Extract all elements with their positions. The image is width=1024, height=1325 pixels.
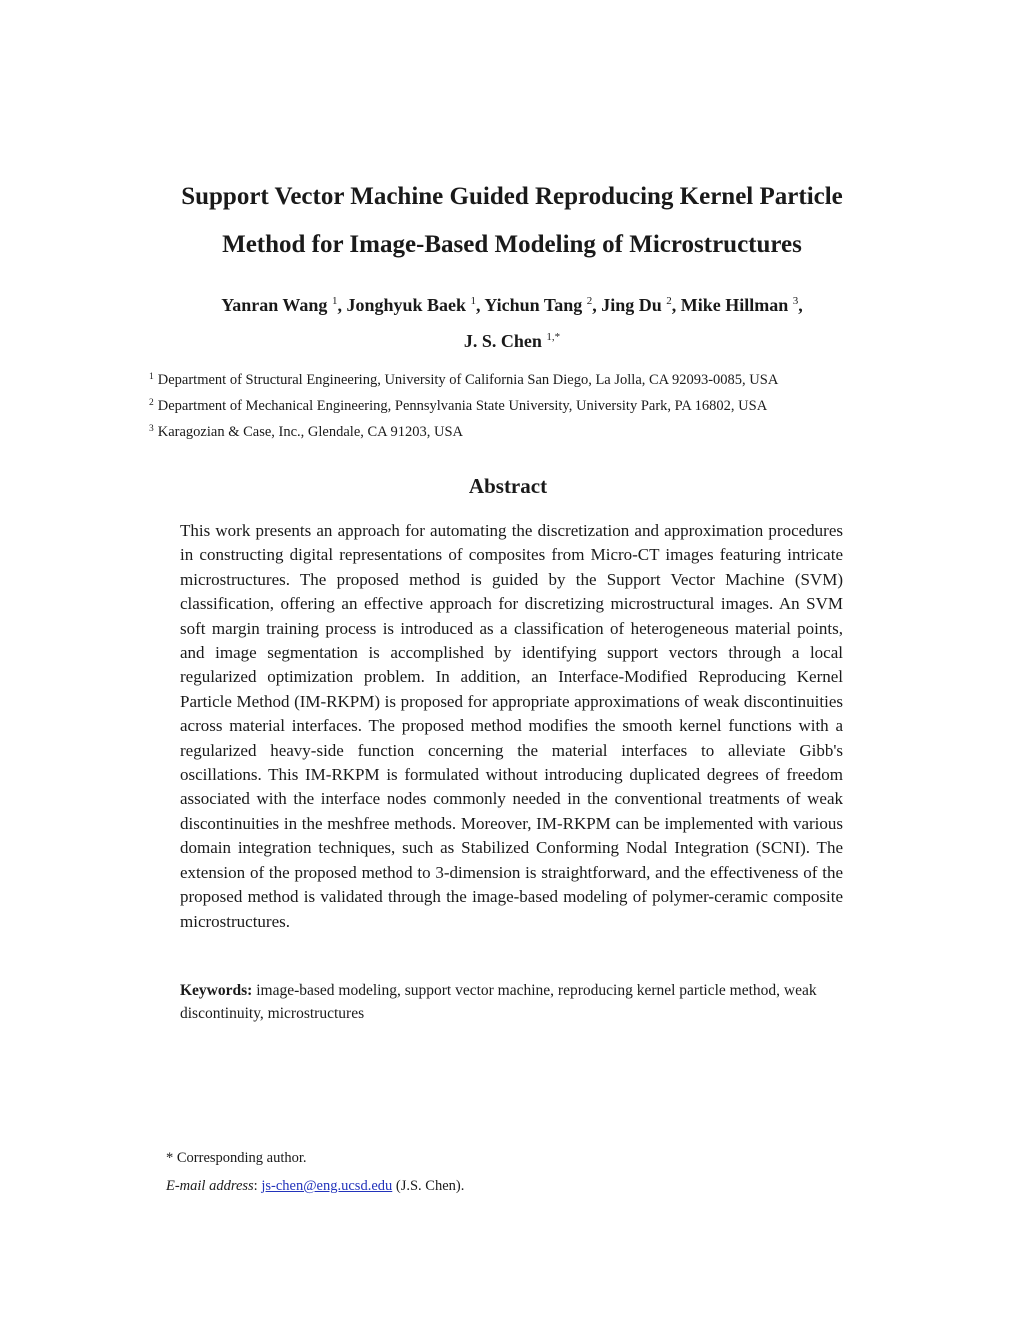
email-suffix: (J.S. Chen). (392, 1178, 465, 1194)
keywords (180, 979, 843, 1025)
abstract-heading: Abstract (468, 474, 548, 498)
keywords-text: image-based modeling, support vector machine, reproducing kernel particle method, weak discontinuity, microstructures (180, 982, 817, 1022)
paper-title (100, 173, 924, 269)
abstract-body: This work presents an approach for automating the discretization and approximation procedures in constructing digital representations of composites from Micro-CT images featuring intricate microstructures. The proposed method is guided by the Support Vector Machine (SVM) classification, offering an effective approach for discretizing microstructural images. An SVM soft margin training process is introduced as a classification of heterogeneous material points, and image segmentation is accomplished by identifying support vectors through a local regularized optimization problem. In addition, an Interface-Modified Reproducing Kernel Particle Method (IM-RKPM) is proposed for appropriate approximations of weak discontinuities across material interfaces. The proposed method modifies the smooth kernel functions with a regularized heavy-side function concerning the material interfaces to alleviate Gibb's oscillations. This IM-RKPM is formulated without introducing duplicated degrees of freedom associated with the interface nodes commonly needed in the conventional treatments of weak discontinuities in the meshfree methods. Moreover, IM-RKPM can be implemented with various domain integration techniques, such as Stabilized Conforming Nodal Integration (SCNI). The extension of the proposed method to 3-dimension is straightforward, and the effectiveness of the proposed method is validated through the image-based modeling of polymer-ceramic composite microstructures. (180, 521, 843, 931)
affiliation-list (149, 369, 909, 447)
author-separator: , (592, 295, 602, 315)
email-link[interactable]: js-chen@eng.ucsd.edu (261, 1178, 393, 1194)
affiliation-item (149, 395, 909, 421)
author-separator: , (798, 295, 803, 315)
author-separator: , (671, 295, 681, 315)
email-colon: : (253, 1178, 262, 1194)
title-line-1: Support Vector Machine Guided Reproducing Kernel Particle (181, 183, 843, 210)
author-affil-mark: 1 (331, 295, 338, 307)
keywords-label: Keywords: (180, 982, 253, 999)
author-line-2 (120, 323, 904, 359)
email-label: E-mail address (166, 1178, 254, 1194)
affiliation-mark: 3 (149, 424, 154, 434)
author-name: Yichun Tang (484, 295, 583, 315)
author-separator: , (337, 295, 347, 315)
author-list (120, 287, 904, 359)
author-name: Jing Du (601, 295, 662, 315)
author-affil-mark: 1,* (546, 331, 561, 343)
author-separator: , (476, 295, 485, 315)
author-name: Jonghyuk Baek (346, 295, 466, 315)
author-affil-mark: 2 (666, 295, 672, 307)
affiliation-item (149, 421, 909, 447)
affiliation-mark: 2 (149, 398, 154, 408)
affiliation-text: Department of Mechanical Engineering, Pennsylvania State University, University Park, PA 16802, USA (157, 398, 768, 414)
corresponding-author-note: * Corresponding author. (166, 1150, 307, 1166)
author-name: Yanran Wang (221, 295, 328, 315)
affiliation-text: Karagozian & Case, Inc., Glendale, CA 91203, USA (157, 424, 463, 440)
author-affil-mark: 1 (470, 295, 476, 307)
affiliation-item (149, 369, 909, 395)
affiliation-text: Department of Structural Engineering, University of California San Diego, La Jolla, CA 92093-0085, USA (157, 372, 779, 388)
affiliation-mark: 1 (149, 372, 154, 382)
author-line-1 (120, 287, 904, 323)
title-line-2: Method for Image-Based Modeling of Microstructures (222, 231, 802, 258)
author-name: Mike Hillman (680, 295, 789, 315)
author-affil-mark: 2 (586, 295, 593, 307)
email-footnote (166, 1178, 866, 1195)
author-name: J. S. Chen (463, 331, 542, 351)
author-affil-mark: 3 (792, 295, 799, 307)
